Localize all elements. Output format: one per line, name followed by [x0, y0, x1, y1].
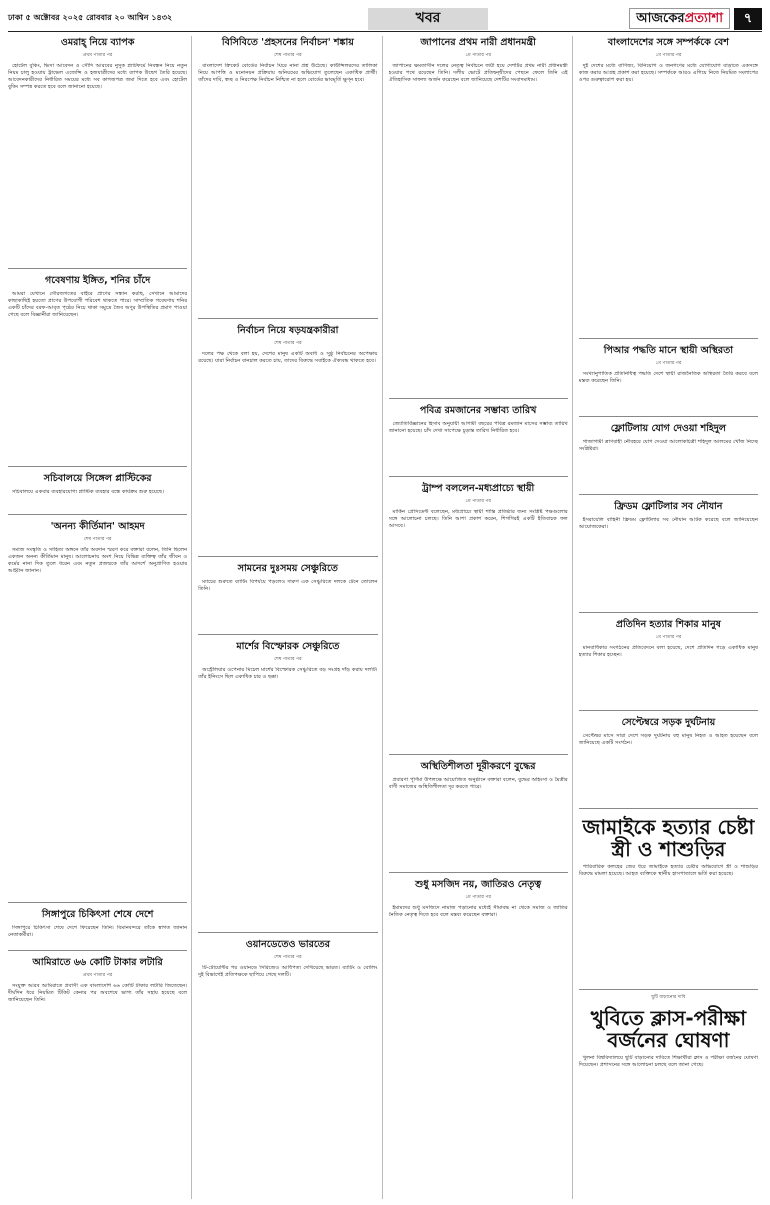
headline: সেপ্টেম্বরে সড়ক দুর্ঘটনায়	[621, 717, 716, 729]
article-body: ইমামদের শুধু মসজিদে নামাজ পড়ানোর মধ্যেই সীমাবদ্ধ না থেকে সমাজ ও জাতির নৈতিক নেতৃত্ব দিতে হবে বলে মন্তব্য করেছেন বক্তারা।	[388, 905, 568, 919]
article-body: সমাজ সংস্কৃতি ও সাহিত্য অঙ্গনে তাঁর অবদান স্মরণ করে বক্তারা বলেন, তিনি ছিলেন একজন অনন্য কীর্তিমান মানুষ। আলোচনায় অংশ নিয়ে বিভিন্ন ব্যক্তিত্ব তাঁর জীবন ও কর্মের নানা দিক তুলে ধরেন এবং নতুন প্রজন্মকে তাঁর আদর্শে অনুপ্রাণিত হওয়ার আহ্বান জানান।	[8, 547, 188, 575]
column-2	[198, 36, 382, 1199]
divider	[198, 634, 377, 635]
article-body: ইসরায়েলি বাহিনী ফ্রিডম ফ্লোটিলার সব নৌযান আটক করেছে বলে জানিয়েছেন আয়োজকেরা।	[578, 517, 758, 531]
headline: ওমরাহ্ নিয়ে ব্যাপক	[60, 37, 135, 48]
article-body: সংখ্যানুপাতিক প্রতিনিধিত্ব পদ্ধতি দেশে স্থায়ী রাজনৈতিক অস্থিরতা তৈরি করবে বলে মন্তব্য করেছেন তিনি।	[578, 371, 758, 385]
column-1	[8, 36, 192, 1199]
continuation-note: ১ম পাতার পর	[655, 361, 682, 367]
headline: সচিবালয়ে সিঙ্গেল প্লাস্টিকের	[43, 473, 152, 485]
continuation-note: প্রথম পাতার পর	[82, 972, 113, 978]
headline: বাংলাদেশের সঙ্গে সম্পর্ককে বেশ	[607, 37, 729, 48]
headline: প্রতিদিন হত্যার শিকার মানুষ	[615, 619, 721, 631]
divider	[389, 872, 568, 873]
columns	[8, 36, 762, 1199]
article-body: মানবাধিকার সংগঠনের প্রতিবেদনে বলা হয়েছে, দেশে প্রতিদিন গড়ে একাধিক মানুষ হত্যার শিকার হচ্ছেন।	[578, 645, 758, 659]
divider	[579, 808, 758, 809]
section-label: খবর	[368, 8, 488, 30]
article-body: সিঙ্গাপুরে চিকিৎসা শেষে দেশে ফিরেছেন তিনি। বিমানবন্দরে তাঁকে স্বাগত জানান নেতাকর্মীরা।	[8, 924, 188, 938]
divider	[389, 754, 568, 755]
divider	[579, 710, 758, 711]
continuation-note: শেষ পাতার পর	[274, 52, 302, 58]
article-body: দুই দেশের মধ্যে বাণিজ্য, বিনিয়োগ ও জনগণের মধ্যে যোগাযোগ বাড়াতে একসঙ্গে কাজ করার আগ্রহ প্রকাশ করা হয়েছে। সম্পর্ককে আরও এগিয়ে নিতে নিয়মিত সংলাপের ওপর গুরুত্বারোপ করা হয়।	[578, 63, 758, 84]
brand-name	[629, 8, 730, 30]
divider	[579, 989, 758, 990]
headline: সামনের দুঃসময় সেঞ্চুরিতে	[237, 563, 338, 575]
headline: বিসিবিতে 'প্রহসনের নির্বাচন' শঙ্কায়	[221, 37, 354, 48]
continuation-note: ১ম পাতার পর	[465, 498, 492, 504]
article-body: জ্যোতির্বিজ্ঞানের হিসাব অনুযায়ী আগামী বছরের পবিত্র রমজান মাসের সম্ভাব্য তারিখ জানানো হয়েছে। চাঁদ দেখা সাপেক্ষে চূড়ান্ত তারিখ নির্ধারিত হবে।	[388, 421, 568, 435]
continuation-note: শেষ পাতার পর	[274, 955, 302, 961]
article-body: সচিবালয়ে একবার ব্যবহারযোগ্য প্লাস্টিক ব্যবহার বন্ধে কার্যক্রম শুরু হয়েছে।	[12, 488, 165, 495]
article-body: সংযুক্ত আরব আমিরাতে প্রবাসী এক বাংলাদেশি ৬৬ কোটি টাকার লটারি জিতেছেন। দীর্ঘদিন ধরে নিয়মিত টিকিট কেনার পর অবশেষে ভাগ্য তাঁর সহায় হয়েছে বলে জানিয়েছেন তিনি।	[8, 983, 188, 1004]
headline: সিঙ্গাপুরে চিকিৎসা শেষে দেশে	[41, 909, 154, 921]
masthead	[8, 6, 762, 32]
divider	[579, 494, 758, 495]
brand-suffix: প্রত্যাশা	[684, 10, 723, 26]
article-body: পারিবারিক কলহের জের ধরে জামাইকে হত্যার চেষ্টার অভিযোগে স্ত্রী ও শাশুড়ির বিরুদ্ধে মামলা হয়েছে। আহত ব্যক্তিকে স্থানীয় হাসপাতালে ভর্তি করা হয়েছে।	[578, 864, 758, 878]
article-body: হোটেল বুকিং, ভিসা আবেদন ও সৌদি আরবের নুসুক প্ল্যাটফর্মে নিবন্ধন নিয়ে নতুন নিয়ম চালু হওয়ায় ট্রাভেল এজেন্সি ও হজযাত্রীদের মধ্যে ব্যাপক উদ্বেগ তৈরি হয়েছে। আবেদনকারীদের নির্ধারিত সময়ের মধ্যে সব কাগজপত্র জমা দিতে হবে এবং হোটেল বুকিং সম্পন্ন করতে হবে বলে জানানো হয়েছে।	[8, 63, 188, 91]
headline: ফ্রিডম ফ্লোটিলার সব নৌযান	[614, 501, 723, 513]
article-body: খুলনা বিশ্ববিদ্যালয়ে ছুটি বাড়ানোর দাবিতে শিক্ষার্থীরা ক্লাস ও পরীক্ষা বর্জনের ঘোষণা দিয়েছেন। প্রশাসনের সঙ্গে আলোচনা চলছে বলে জানা গেছে।	[578, 1055, 758, 1069]
headline: পবিত্র রমজানের সম্ভাব্য তারিখ	[419, 405, 537, 417]
divider	[8, 950, 187, 951]
headline: জাপানের প্রথম নারী প্রধানমন্ত্রী	[420, 37, 536, 48]
headline: খুবিতে ক্লাস-পরীক্ষা বর্জনের ঘোষণা	[590, 1006, 746, 1053]
continuation-note: শেষ পাতার পর	[274, 341, 302, 347]
kicker: ছুটি বাড়ানোর দাবি	[651, 995, 686, 1001]
divider	[198, 932, 377, 933]
continuation-note: শেষ পাতার পর	[274, 657, 302, 663]
headline: নির্বাচন নিয়ে ষড়যন্ত্রকারীরা	[237, 325, 339, 337]
continuation-note: শেষ পাতার পর	[83, 536, 112, 542]
issue-date: ঢাকা ৫ অক্টোবর ২০২৫ রোববার ২০ আশ্বিন ১৪৩২	[8, 13, 173, 23]
divider	[198, 318, 377, 319]
headline: গবেষণায় ইঙ্গিত, শনির চাঁদে	[45, 275, 151, 287]
headline: ট্রাম্প বললেন-মধ্যপ্রাচ্যে স্থায়ী	[421, 483, 535, 495]
page-number: ৭	[734, 8, 762, 30]
divider	[579, 416, 758, 417]
article-body: অস্ট্রেলিয়ার ওপেনার মিচেল মার্শের বিস্ফোরক সেঞ্চুরিতে বড় সংগ্রহ দাঁড় করায় দলটি। তাঁর ইনিংসে ছিল একাধিক চার ও ছক্কা।	[198, 667, 378, 681]
headline: ফ্লোটিলায় যোগ দেওয়া শহিদুল	[610, 423, 726, 435]
divider	[8, 268, 187, 269]
continuation-note: ১ম পাতার পর	[465, 894, 492, 900]
divider	[8, 466, 187, 467]
brand-logo	[629, 8, 762, 30]
column-4	[579, 36, 762, 1199]
headline: মার্শের বিস্ফোরক সেঞ্চুরিতে	[236, 641, 340, 653]
divider	[198, 556, 377, 557]
article-body: সেপ্টেম্বর মাসে সারা দেশে সড়ক দুর্ঘটনায় বহু মানুষ নিহত ও আহত হয়েছেন বলে জানিয়েছে একটি সংগঠন।	[578, 733, 758, 747]
article-body: গাজাগামী ত্রাণবাহী নৌবহরে যোগ দেওয়া আলোকচিত্রী শহিদুল আলমের খোঁজ নিচ্ছে সংশ্লিষ্টরা।	[578, 439, 758, 453]
headline: আমিরাতে ৬৬ কোটি টাকার লটারি	[32, 956, 163, 968]
article-body: দলের পক্ষ থেকে বলা হয়, দেশের মানুষ একটি অবাধ ও সুষ্ঠু নির্বাচনের অপেক্ষায় রয়েছে। যারা নির্বাচন বানচাল করতে চায়, তাদের বিরুদ্ধে সবাইকে ঐক্যবদ্ধ থাকতে হবে।	[198, 351, 378, 365]
article-body: বাংলাদেশ ক্রিকেট বোর্ডের নির্বাচন ঘিরে নানা প্রশ্ন উঠেছে। কাউন্সিলরদের তালিকা নিয়ে আপত্তি ও মনোনয়ন প্রক্রিয়ায় অনিয়মের অভিযোগ তুলেছেন একাধিক প্রার্থী। তাঁদের দাবি, স্বচ্ছ ও নিরপেক্ষ নির্বাচন নিশ্চিত না হলে বোর্ডের ভাবমূর্তি ক্ষুণ্ন হবে।	[198, 63, 378, 84]
divider	[389, 476, 568, 477]
article-body: টি-টোয়েন্টির পর ওয়ানডে সিরিজেও আধিপত্য দেখিয়েছে ভারত। ব্যাটিং ও বোলিং দুই বিভাগেই প্রতিপক্ষকে ছাপিয়ে গেছে দলটি।	[198, 965, 378, 979]
article-body: ম্যাচের শুরুতে ব্যাটিং বিপর্যয়ে পড়লেও দারুণ এক সেঞ্চুরিতে দলকে টেনে তোলেন তিনি।	[198, 579, 378, 593]
divider	[579, 612, 758, 613]
continuation-note: ১ম পাতার পর	[655, 52, 682, 58]
headline: 'অনন্য কীর্তিমান' আহমদ	[50, 520, 145, 532]
divider	[389, 398, 568, 399]
brand-prefix: আজকের	[636, 10, 685, 26]
headline: পিআর পদ্ধতি মানে স্থায়ী অস্থিরতা	[603, 345, 733, 357]
divider	[579, 338, 758, 339]
divider	[8, 514, 187, 515]
column-3	[389, 36, 573, 1199]
headline: জামাইকে হত্যার চেষ্টা স্ত্রী ও শাশুড়ির	[582, 815, 755, 862]
headline: অস্থিতিশীলতা দূরীকরণে বুদ্ধের	[420, 761, 536, 773]
article-body: আমরা যেখানে সৌরজগতের বাইরে প্রাণের সন্ধান করছি, সেখানে আমাদের কাছাকাছিই হয়তো প্রাণের উপযোগী পরিবেশ থাকতে পারে। সাম্প্রতিক গবেষণায় শনির একটি চাঁদের বরফ-আবৃত পৃষ্ঠের নিচে থাকা সমুদ্রে জৈব অণুর উপস্থিতির প্রমাণ পাওয়া গেছে বলে বিজ্ঞানীরা জানিয়েছেন।	[8, 291, 188, 319]
continuation-note: ১ম পাতার পর	[655, 634, 682, 640]
continuation-note: প্রথম পাতার পর	[82, 52, 113, 58]
article-body: জাপানের ক্ষমতাসীন দলের নেতৃত্ব নির্বাচনে জয়ী হয়ে দেশটির প্রথম নারী প্রধানমন্ত্রী হওয়ার পথে রয়েছেন তিনি। দলীয় ভোটে প্রতিদ্বন্দ্বীদের পেছনে ফেলে তিনি এই ঐতিহাসিক সাফল্য অর্জন করেছেন বলে জানিয়েছে দেশটির সংবাদমাধ্যম।	[388, 63, 568, 84]
continuation-note: ১ম পাতার পর	[465, 52, 492, 58]
headline: ওয়ানডেতেও ভারতের	[245, 939, 331, 951]
divider	[8, 902, 187, 903]
headline: শুধু মসজিদ নয়, জাতিরও নেতৃত্ব	[415, 879, 542, 891]
article-body: মার্কিন প্রেসিডেন্ট বলেছেন, মধ্যপ্রাচ্যে স্থায়ী শান্তি প্রতিষ্ঠার জন্য সংশ্লিষ্ট পক্ষগুলোর সঙ্গে আলোচনা চলছে। তিনি আশা প্রকাশ করেন, শিগগিরই একটি ইতিবাচক ফল আসবে।	[388, 509, 568, 530]
article-body: প্রবারণা পূর্ণিমা উপলক্ষে আয়োজিত অনুষ্ঠানে বক্তারা বলেন, বুদ্ধের অহিংসা ও মৈত্রীর বাণী সমাজের অস্থিতিশীলতা দূর করতে পারে।	[388, 777, 568, 791]
